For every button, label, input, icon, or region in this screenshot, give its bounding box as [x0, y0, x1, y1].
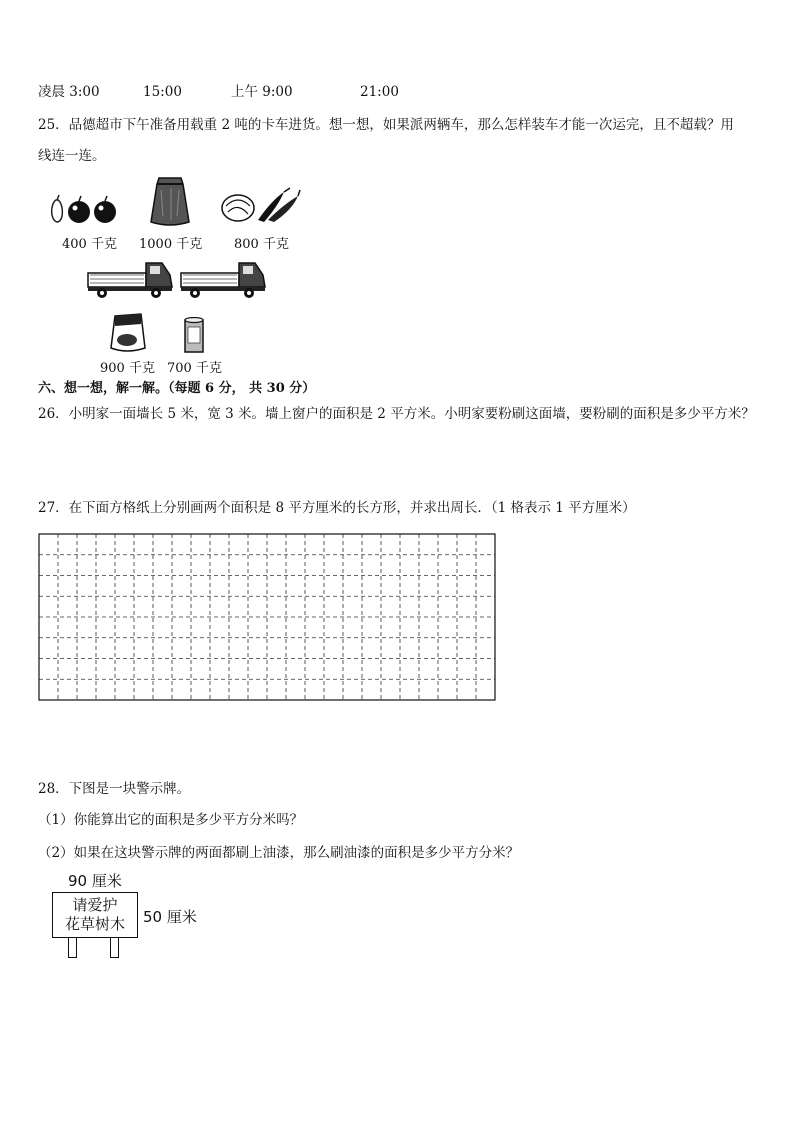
q28-sub2: （2）如果在这块警示牌的两面都刷上油漆，那么刷油漆的面积是多少平方分米？: [38, 845, 520, 861]
sign-height-label: 50 厘米: [143, 908, 197, 926]
sack-icon: [147, 176, 193, 228]
sign-board: [52, 892, 138, 938]
q28-intro: 28．下图是一块警示牌。: [38, 781, 191, 797]
sign-text-line2: 花草树木: [64, 915, 125, 933]
vegetable-icon: [220, 186, 302, 224]
vegetable-weight: 800 千克: [234, 237, 289, 252]
q28-sub1: （1）你能算出它的面积是多少平方分米吗？: [38, 812, 304, 828]
q27-text: 27．在下面方格纸上分别画两个面积是 8 平方厘米的长方形，并求出周长．（1 格表示 1 平方厘米）: [38, 500, 636, 516]
can-icon: [183, 317, 205, 355]
sign-width-label: 90 厘米: [68, 872, 122, 890]
sack-weight: 1000 千克: [139, 237, 203, 252]
time-label-2: 15:00: [143, 84, 182, 100]
section-6-title: 六、想一想，解一解。（每题 6 分， 共 30 分）: [38, 381, 316, 396]
truck-icon: [86, 257, 174, 299]
bag-weight: 900 千克: [100, 361, 155, 376]
sign-right-post: [110, 938, 119, 958]
truck-icon: [179, 257, 267, 299]
q25-text-line1: 25．品德超市下午准备用载重 2 吨的卡车进货。想一想，如果派两辆车，那么怎样装车才能一次运完，且不超载？用: [38, 117, 734, 133]
fruit-icon: [48, 190, 120, 226]
time-label-1: 凌晨 3:00: [38, 84, 100, 100]
sign-text-line1: 请爱护: [72, 896, 118, 914]
can-weight: 700 千克: [167, 361, 222, 376]
time-label-4: 21:00: [360, 84, 399, 100]
sign-left-post: [68, 938, 77, 958]
time-label-3: 上午 9:00: [231, 84, 293, 100]
grid-paper[interactable]: [38, 533, 496, 701]
q26-text: 26．小明家一面墙长 5 米，宽 3 米。墙上窗户的面积是 2 平方米。小明家要粉刷这面墙，要粉刷的面积是多少平方米？: [38, 406, 755, 422]
bag-icon: [107, 312, 149, 354]
q25-text-line2: 线连一连。: [38, 148, 106, 164]
fruit-weight: 400 千克: [62, 237, 117, 252]
